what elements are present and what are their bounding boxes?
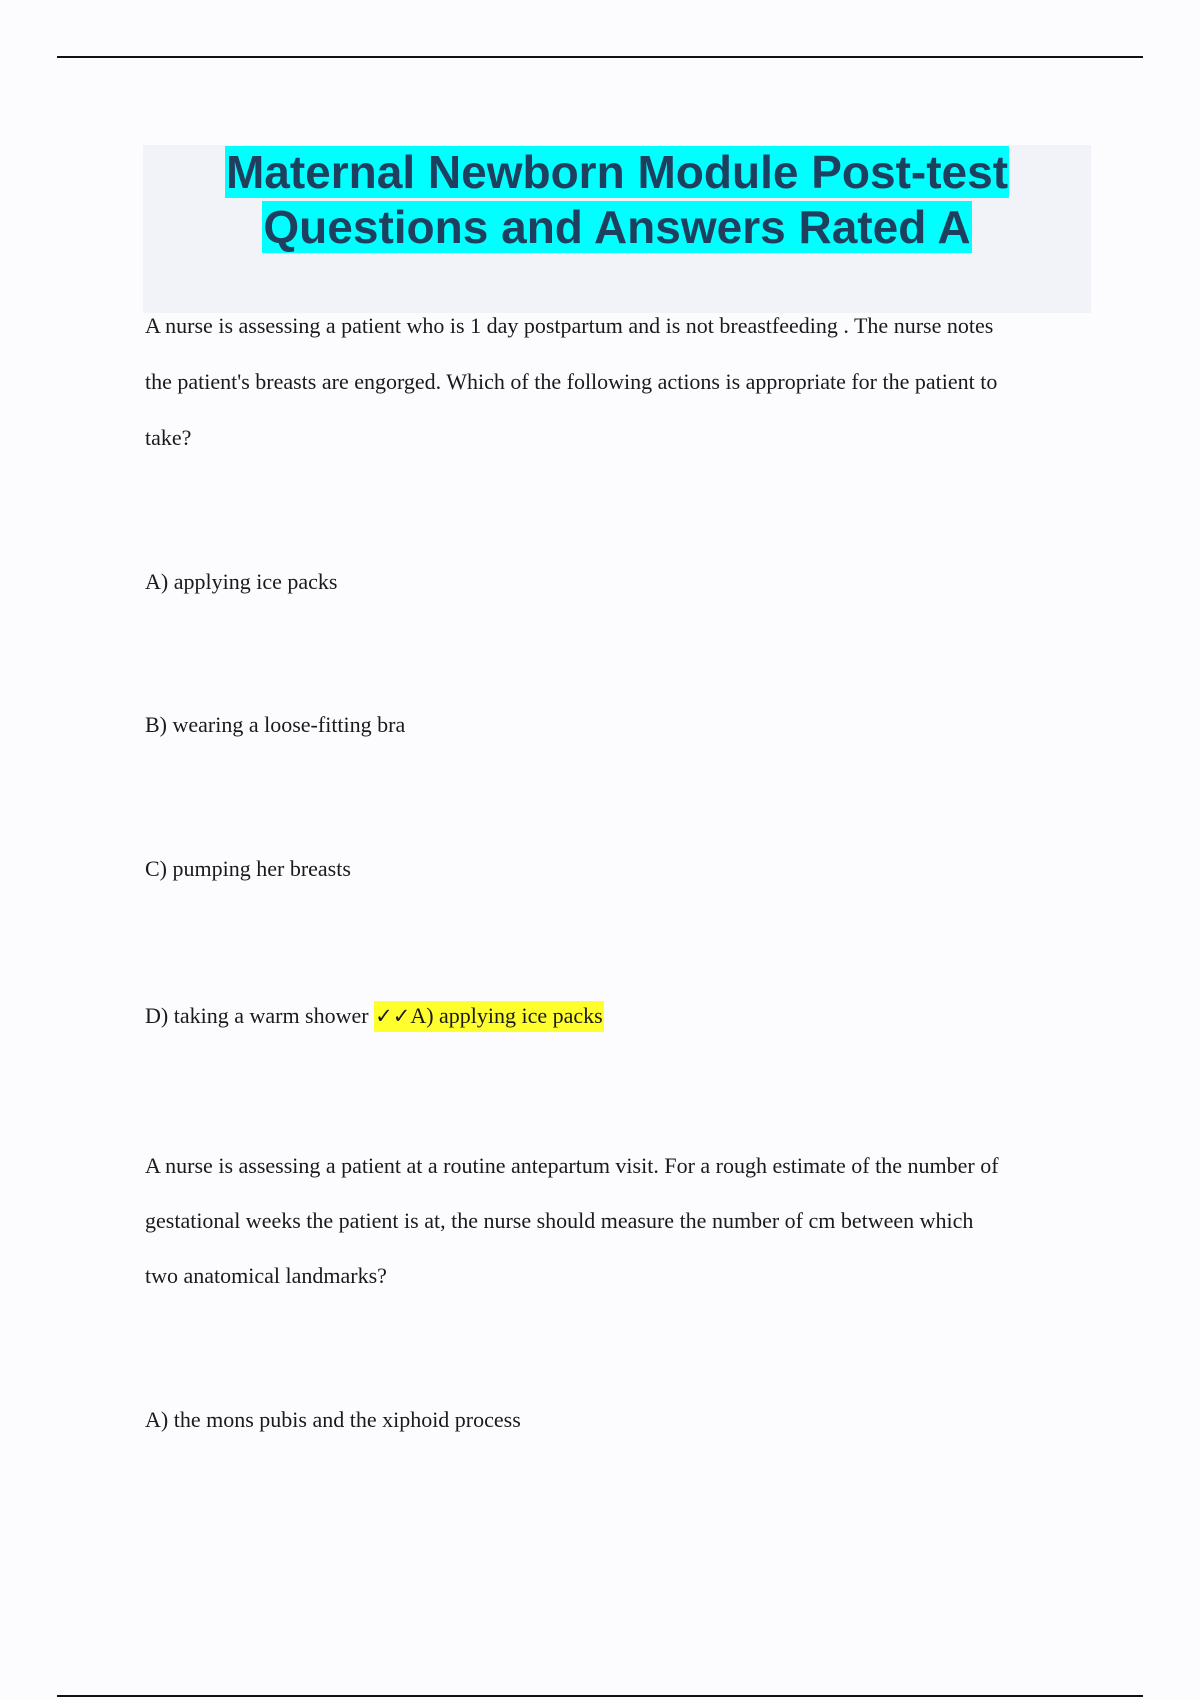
question-1-option-b: B) wearing a loose-fitting bra bbox=[145, 712, 406, 737]
footer-rule bbox=[57, 1695, 1143, 1697]
title-line-1: Maternal Newborn Module Post-test bbox=[225, 146, 1009, 198]
question-1-option-d: D) taking a warm shower bbox=[145, 1003, 369, 1028]
question-2-stem-line-1: A nurse is assessing a patient at a routine antepartum visit. For a rough estimate of the number of bbox=[145, 1153, 999, 1178]
double-check-icon: ✓✓ bbox=[375, 1004, 411, 1028]
title-block bbox=[143, 145, 1091, 313]
question-1-stem-line-3: take? bbox=[145, 425, 192, 450]
answer-highlight bbox=[374, 1001, 604, 1032]
question-2-stem-line-2: gestational weeks the patient is at, the nurse should measure the number of cm between which bbox=[145, 1208, 974, 1233]
title-line-2: Questions and Answers Rated A bbox=[263, 201, 971, 253]
document-title bbox=[143, 145, 1091, 200]
document-title-line-2 bbox=[143, 200, 1091, 255]
question-1-option-a: A) applying ice packs bbox=[145, 569, 338, 594]
header-rule bbox=[57, 56, 1143, 58]
question-2-option-a: A) the mons pubis and the xiphoid process bbox=[145, 1407, 521, 1432]
question-1-stem-line-2: the patient's breasts are engorged. Which of the following actions is appropriate for the patient to bbox=[145, 369, 998, 394]
answer-text: A) applying ice packs bbox=[410, 1003, 603, 1028]
question-1-option-d-line bbox=[145, 988, 604, 1044]
question-2-stem-line-3: two anatomical landmarks? bbox=[145, 1263, 387, 1288]
question-1-option-c: C) pumping her breasts bbox=[145, 856, 351, 881]
question-1-stem-line-1: A nurse is assessing a patient who is 1 day postpartum and is not breastfeeding . The nurse notes bbox=[145, 313, 994, 338]
